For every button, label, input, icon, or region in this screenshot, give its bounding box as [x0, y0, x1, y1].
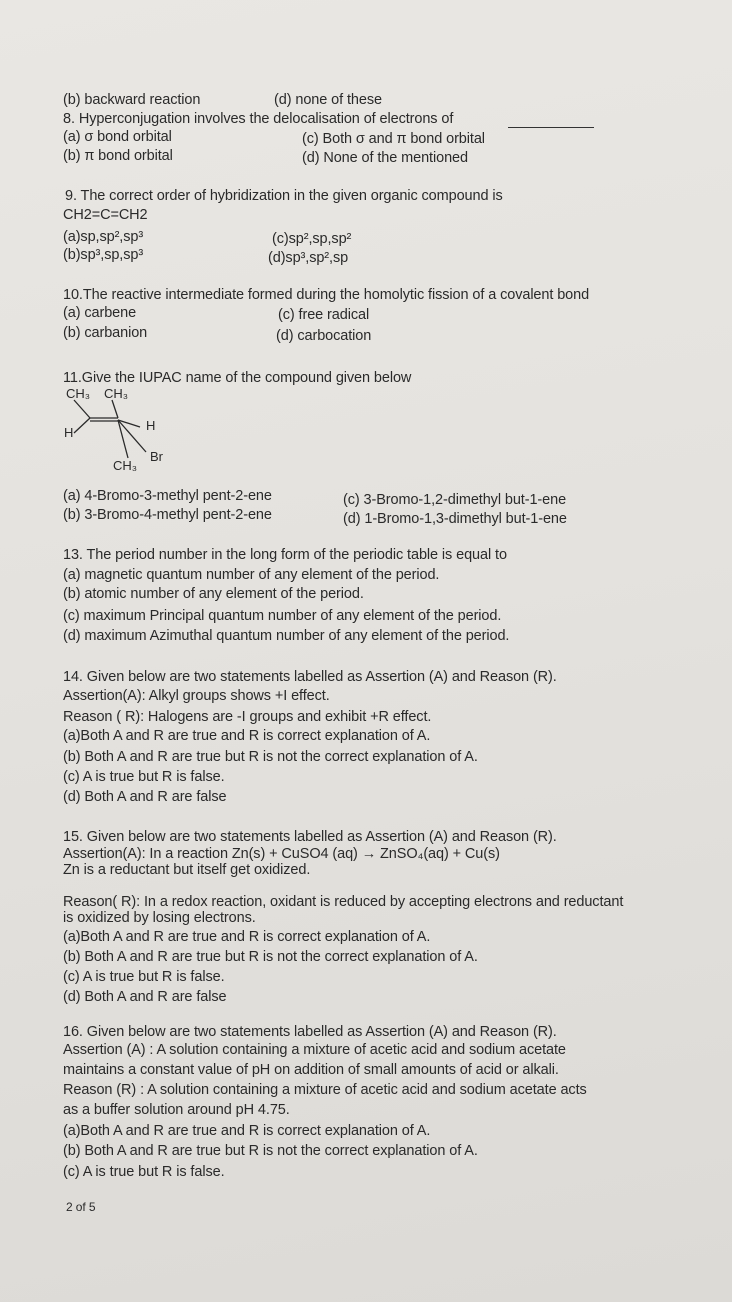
q14-option-c: (c) A is true but R is false. [63, 769, 225, 785]
q9-stem: 9. The correct order of hybridization in the given organic compound is [65, 188, 503, 204]
q10-stem: 10.The reactive intermediate formed during the homolytic fission of a covalent bond [63, 287, 590, 303]
struct-h-right: H [146, 418, 156, 433]
q11-option-b: (b) 3-Bromo-4-methyl pent-2-ene [63, 507, 272, 523]
q14-reason: Reason ( R): Halogens are -I groups and exhibit +R effect. [63, 709, 432, 725]
struct-ch3-top-left: CH₃ [66, 386, 91, 401]
q8-option-d: (d) None of the mentioned [302, 150, 468, 166]
q15-reason-line-2: is oxidized by losing electrons. [63, 910, 256, 926]
q11-option-a: (a) 4-Bromo-3-methyl pent-2-ene [63, 488, 272, 504]
q8-answer-blank [508, 127, 594, 128]
struct-bonds [74, 400, 146, 458]
q11-stem: 11.Give the IUPAC name of the compound given below [63, 370, 412, 386]
q14-option-d: (d) Both A and R are false [63, 789, 227, 805]
q11-option-d: (d) 1-Bromo-1,3-dimethyl but-1-ene [343, 511, 567, 527]
struct-ch3-bottom: CH₃ [113, 458, 138, 473]
q13-option-a: (a) magnetic quantum number of any element of the period. [63, 567, 440, 583]
q9-formula: CH2=C=CH2 [63, 207, 148, 223]
q11-option-c: (c) 3-Bromo-1,2-dimethyl but-1-ene [343, 492, 567, 508]
q16-assertion-line-2: maintains a constant value of pH on addition of small amounts of acid or alkali. [63, 1062, 559, 1078]
q14-stem: 14. Given below are two statements labelled as Assertion (A) and Reason (R). [63, 669, 557, 685]
q16-option-b: (b) Both A and R are true but R is not the correct explanation of A. [63, 1143, 478, 1159]
q15-assertion-line-1: Assertion(A): In a reaction Zn(s) + CuSO4 (aq) → ZnSO₄(aq) + Cu(s) [63, 846, 500, 862]
q13-stem: 13. The period number in the long form of the periodic table is equal to [63, 547, 507, 563]
q10-option-b: (b) carbanion [63, 325, 148, 341]
q14-assertion: Assertion(A): Alkyl groups shows +I effect. [63, 688, 330, 704]
q7-option-d: (d) none of these [274, 92, 382, 108]
q16-option-a: (a)Both A and R are true and R is correct explanation of A. [63, 1123, 431, 1139]
q15-reason-line-1: Reason( R): In a redox reaction, oxidant is reduced by accepting electrons and reductant [63, 894, 624, 910]
q10-option-d: (d) carbocation [276, 328, 372, 344]
q9-option-b: (b)sp³,sp,sp³ [63, 247, 144, 263]
q16-option-c: (c) A is true but R is false. [63, 1164, 225, 1180]
q13-option-b: (b) atomic number of any element of the period. [63, 586, 364, 602]
q8-stem: 8. Hyperconjugation involves the delocalisation of electrons of [63, 111, 454, 127]
q10-option-a: (a) carbene [63, 305, 137, 321]
q8-option-c: (c) Both σ and π bond orbital [302, 131, 485, 147]
struct-h-left: H [64, 425, 74, 440]
q7-option-b: (b) backward reaction [63, 92, 201, 108]
page-number: 2 of 5 [66, 1200, 96, 1214]
q9-option-c: (c)sp²,sp,sp² [272, 231, 352, 247]
q15-option-d: (d) Both A and R are false [63, 989, 227, 1005]
q16-reason-line-2: as a buffer solution around pH 4.75. [63, 1102, 290, 1118]
q13-option-d: (d) maximum Azimuthal quantum number of any element of the period. [63, 628, 510, 644]
struct-ch3-top-right: CH₃ [104, 386, 129, 401]
q16-reason-line-1: Reason (R) : A solution containing a mixture of acetic acid and sodium acetate acts [63, 1082, 587, 1098]
q10-option-c: (c) free radical [278, 307, 370, 323]
q16-assertion-line-1: Assertion (A) : A solution containing a mixture of acetic acid and sodium acetate [63, 1042, 566, 1058]
q15-assertion-line-2: Zn is a reductant but itself get oxidized. [63, 862, 311, 878]
q16-stem: 16. Given below are two statements labelled as Assertion (A) and Reason (R). [63, 1024, 557, 1040]
q15-option-b: (b) Both A and R are true but R is not the correct explanation of A. [63, 949, 478, 965]
q13-option-c: (c) maximum Principal quantum number of any element of the period. [63, 608, 502, 624]
q11-structure-diagram [60, 384, 180, 476]
q14-option-a: (a)Both A and R are true and R is correct explanation of A. [63, 728, 431, 744]
q15-option-a: (a)Both A and R are true and R is correct explanation of A. [63, 929, 431, 945]
q15-option-c: (c) A is true but R is false. [63, 969, 225, 985]
q9-option-d: (d)sp³,sp²,sp [268, 250, 349, 266]
q15-stem: 15. Given below are two statements labelled as Assertion (A) and Reason (R). [63, 829, 557, 845]
q14-option-b: (b) Both A and R are true but R is not the correct explanation of A. [63, 749, 478, 765]
q8-option-b: (b) π bond orbital [63, 148, 173, 164]
q8-option-a: (a) σ bond orbital [63, 129, 172, 145]
struct-br: Br [150, 449, 163, 464]
q9-option-a: (a)sp,sp²,sp³ [63, 229, 144, 245]
